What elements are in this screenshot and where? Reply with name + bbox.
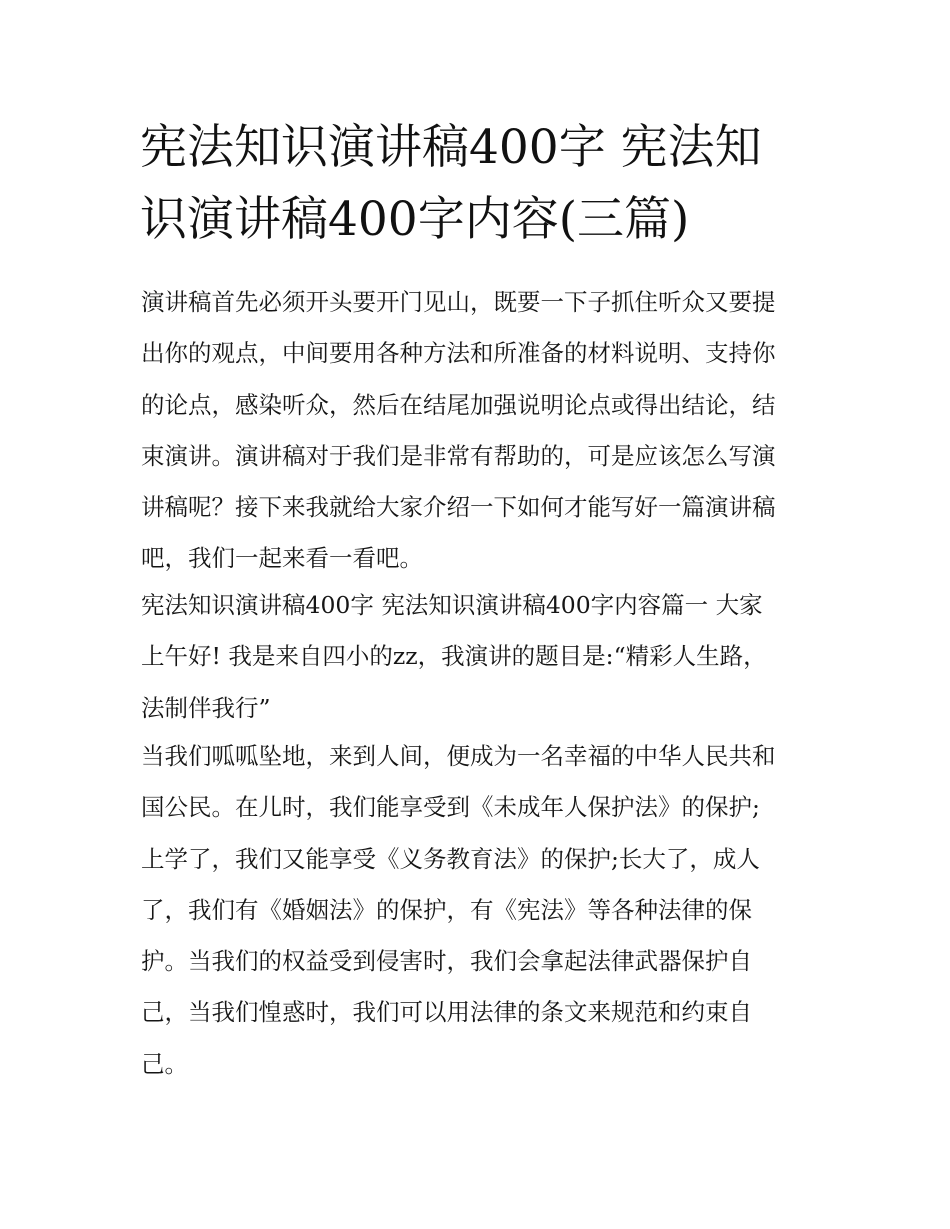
text-line: 吧，我们一起来看一看吧。 xyxy=(141,544,423,573)
speech-opening-paragraph xyxy=(141,580,816,734)
text-line: 上学了，我们又能享受《义务教育法》的保护;长大了，成人 xyxy=(141,844,760,873)
text-line: 上午好! 我是来自四小的zz，我演讲的题目是:“精彩人生路， xyxy=(141,642,767,671)
speech-body-paragraph xyxy=(141,731,816,1090)
text-line: 的论点，感染听众，然后在结尾加强说明论点或得出结论，结 xyxy=(141,390,776,419)
text-line: 了，我们有《婚姻法》的保护，有《宪法》等各种法律的保 xyxy=(141,895,752,924)
document-title xyxy=(140,112,820,256)
text-line: 己。 xyxy=(141,1049,188,1078)
title-line: 识演讲稿400字内容(三篇) xyxy=(140,192,690,247)
text-line: 讲稿呢？接下来我就给大家介绍一下如何才能写好一篇演讲稿 xyxy=(141,493,776,522)
text-line: 出你的观点，中间要用各种方法和所准备的材料说明、支持你 xyxy=(141,339,776,368)
text-line: 束演讲。演讲稿对于我们是非常有帮助的，可是应该怎么写演 xyxy=(141,441,776,470)
title-line: 宪法知识演讲稿400字 宪法知 xyxy=(140,120,762,175)
text-line: 法制伴我行” xyxy=(141,693,271,722)
text-line: 己，当我们惶惑时，我们可以用法律的条文来规范和约束自 xyxy=(141,998,752,1027)
text-line: 宪法知识演讲稿400字 宪法知识演讲稿400字内容篇一 大家 xyxy=(141,591,763,619)
text-line: 护。当我们的权益受到侵害时，我们会拿起法律武器保护自 xyxy=(141,947,752,976)
text-line: 当我们呱呱坠地，来到人间，便成为一名幸福的中华人民共和 xyxy=(141,742,776,770)
text-line: 国公民。在儿时，我们能享受到《未成年人保护法》的保护; xyxy=(141,793,760,822)
intro-paragraph xyxy=(141,277,816,585)
text-line: 演讲稿首先必须开头要开门见山，既要一下子抓住听众又要提 xyxy=(141,288,776,316)
